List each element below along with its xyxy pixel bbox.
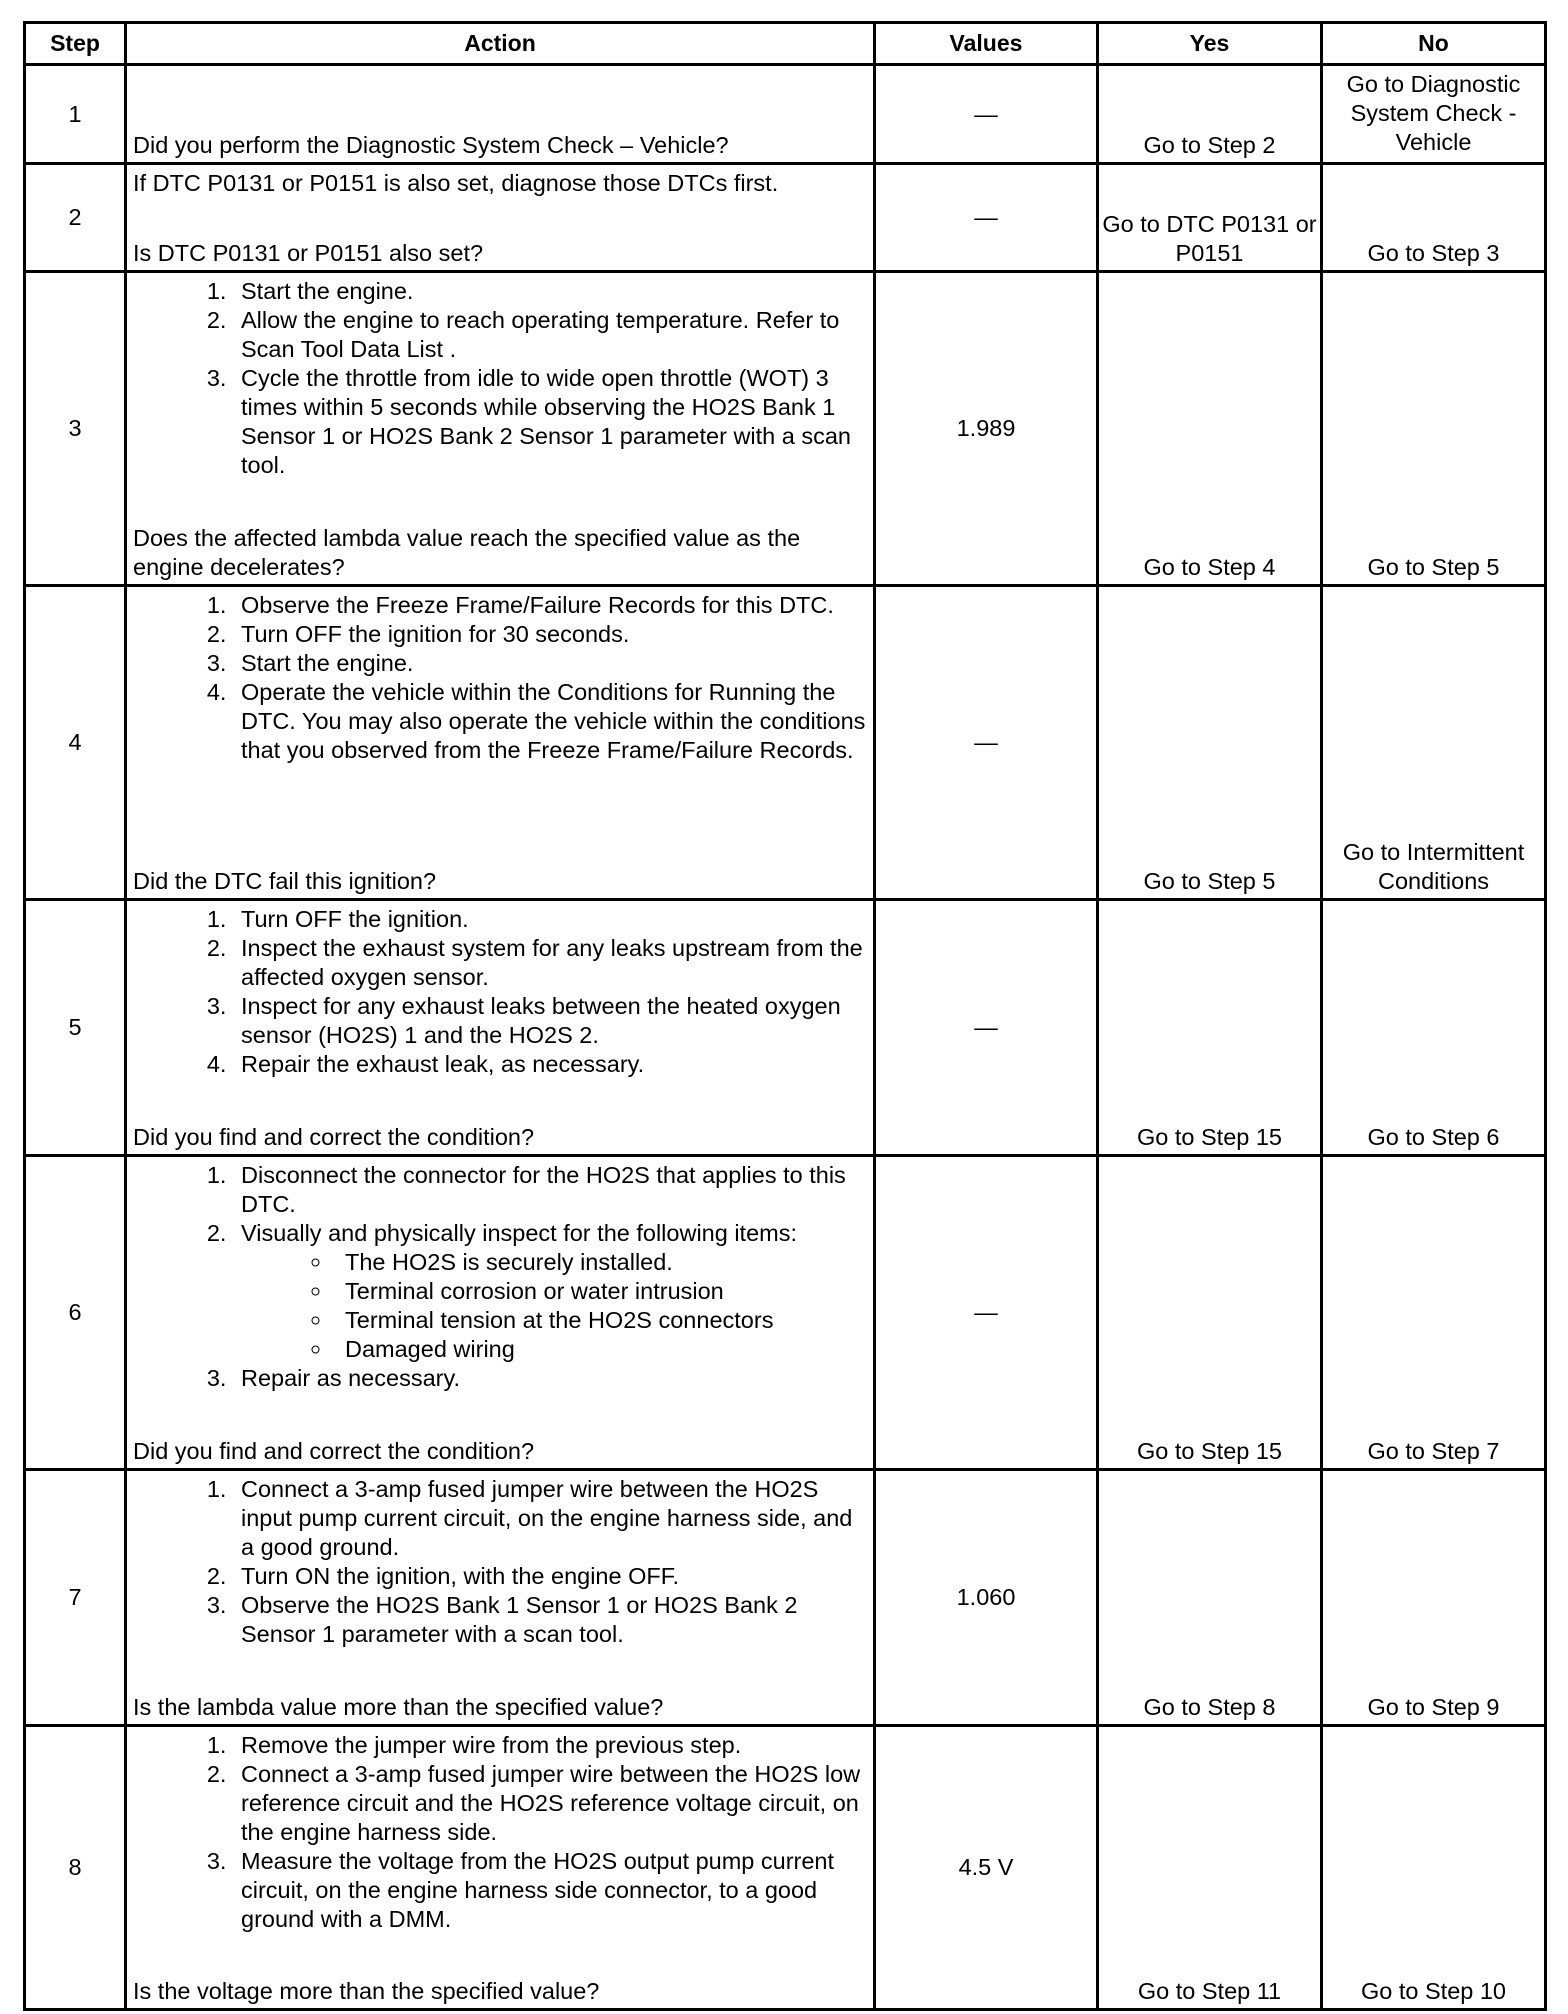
procedure-list	[133, 1475, 867, 1649]
procedure-item-text: Operate the vehicle within the Conditions for Running the DTC. You may also operate the vehicle within the conditions that you observed from the Freeze Frame/Failure Records.	[241, 679, 866, 763]
step-number: 6	[25, 1156, 126, 1470]
procedure-item-text: Turn OFF the ignition.	[241, 906, 469, 932]
step-number: 3	[25, 272, 126, 586]
action-content	[133, 1161, 867, 1466]
action-question: Did you perform the Diagnostic System Check – Vehicle?	[133, 132, 729, 158]
specified-value: —	[875, 164, 1098, 272]
table-row	[25, 164, 1546, 272]
action-instructions	[133, 1161, 867, 1393]
procedure-item	[233, 1731, 867, 1760]
procedure-item	[233, 1760, 867, 1847]
table-row	[25, 272, 1546, 586]
procedure-item	[233, 905, 867, 934]
procedure-list	[133, 1161, 867, 1393]
action-cell	[126, 272, 875, 586]
table-row	[25, 1156, 1546, 1470]
action-instructions	[133, 591, 867, 765]
procedure-item	[233, 1364, 867, 1393]
yes-result: Go to Step 11	[1098, 1726, 1322, 2010]
action-content	[133, 591, 867, 896]
yes-result: Go to Step 4	[1098, 272, 1322, 586]
procedure-item	[233, 364, 867, 480]
procedure-item	[233, 1161, 867, 1219]
action-instructions	[133, 905, 867, 1079]
yes-result: Go to Step 2	[1098, 65, 1322, 164]
procedure-item-text: Repair as necessary.	[241, 1365, 460, 1391]
action-cell	[126, 65, 875, 164]
procedure-item-text: Connect a 3-amp fused jumper wire between the HO2S low reference circuit and the HO2S reference voltage circuit, on the engine harness side.	[241, 1761, 861, 1845]
yes-result: Go to Step 15	[1098, 1156, 1322, 1470]
procedure-item	[233, 620, 867, 649]
specified-value: —	[875, 1156, 1098, 1470]
procedure-item-text: Visually and physically inspect for the following items:	[241, 1220, 798, 1246]
procedure-item	[233, 934, 867, 992]
action-cell	[126, 900, 875, 1156]
procedure-item-text: Measure the voltage from the HO2S output pump current circuit, on the engine harness side connector, to a good ground with a DMM.	[241, 1848, 835, 1932]
procedure-item-text: Remove the jumper wire from the previous step.	[241, 1732, 742, 1758]
no-result: Go to Step 9	[1322, 1470, 1546, 1726]
yes-result: Go to Step 5	[1098, 586, 1322, 900]
procedure-list	[133, 591, 867, 765]
action-content	[133, 277, 867, 582]
action-content	[133, 1731, 867, 2006]
inspection-list	[241, 1248, 867, 1364]
table-row	[25, 900, 1546, 1156]
procedure-list	[133, 905, 867, 1079]
procedure-item-text: Inspect the exhaust system for any leaks upstream from the affected oxygen sensor.	[241, 935, 863, 990]
step-number: 8	[25, 1726, 126, 2010]
action-cell	[126, 164, 875, 272]
inspection-item: ◦ Damaged wiring	[333, 1335, 867, 1364]
procedure-item	[233, 1219, 867, 1364]
procedure-item-text: Inspect for any exhaust leaks between the heated oxygen sensor (HO2S) 1 and the HO2S 2.	[241, 993, 841, 1048]
inspection-item: ◦ Terminal tension at the HO2S connectors	[333, 1306, 867, 1335]
action-content	[133, 169, 867, 268]
action-question: Is DTC P0131 or P0151 also set?	[133, 240, 484, 266]
procedure-item	[233, 1050, 867, 1079]
table-row	[25, 1726, 1546, 2010]
action-content	[133, 70, 867, 160]
action-instructions	[133, 277, 867, 480]
action-question: Did you find and correct the condition?	[133, 1124, 535, 1150]
action-question: Did you find and correct the condition?	[133, 1438, 535, 1464]
procedure-item-text: Observe the Freeze Frame/Failure Records for this DTC.	[241, 592, 834, 618]
action-intro: If DTC P0131 or P0151 is also set, diagnose those DTCs first.	[133, 170, 779, 196]
action-instructions	[133, 169, 867, 198]
procedure-item-text: Disconnect the connector for the HO2S that applies to this DTC.	[241, 1162, 846, 1217]
procedure-item-text: Turn OFF the ignition for 30 seconds.	[241, 621, 630, 647]
action-question: Is the voltage more than the specified value?	[133, 1978, 600, 2004]
step-number: 4	[25, 586, 126, 900]
no-result: Go to Step 7	[1322, 1156, 1546, 1470]
no-result: Go to Step 5	[1322, 272, 1546, 586]
procedure-item	[233, 591, 867, 620]
procedure-item	[233, 1562, 867, 1591]
diagnostic-table	[23, 21, 1547, 2011]
procedure-item-text: Repair the exhaust leak, as necessary.	[241, 1051, 645, 1077]
procedure-item	[233, 649, 867, 678]
header-no: No	[1322, 23, 1546, 65]
specified-value: —	[875, 65, 1098, 164]
action-question: Is the lambda value more than the specified value?	[133, 1694, 664, 1720]
step-number: 2	[25, 164, 126, 272]
action-cell	[126, 1156, 875, 1470]
action-content	[133, 905, 867, 1152]
procedure-item	[233, 306, 867, 364]
specified-value: 4.5 V	[875, 1726, 1098, 2010]
procedure-item	[233, 1475, 867, 1562]
no-result: Go to Intermittent Conditions	[1322, 586, 1546, 900]
procedure-item	[233, 277, 867, 306]
procedure-list	[133, 1731, 867, 1934]
step-number: 7	[25, 1470, 126, 1726]
no-result: Go to Diagnostic System Check - Vehicle	[1322, 65, 1546, 164]
header-action: Action	[126, 23, 875, 65]
procedure-item-text: Start the engine.	[241, 278, 414, 304]
yes-result: Go to DTC P0131 or P0151	[1098, 164, 1322, 272]
action-instructions	[133, 1731, 867, 1934]
procedure-item-text: Connect a 3-amp fused jumper wire between the HO2S input pump current circuit, on the engine harness side, and a good ground.	[241, 1476, 853, 1560]
action-cell	[126, 1726, 875, 2010]
specified-value: 1.060	[875, 1470, 1098, 1726]
procedure-item-text: Start the engine.	[241, 650, 414, 676]
procedure-item-text: Cycle the throttle from idle to wide open throttle (WOT) 3 times within 5 seconds while observing the HO2S Bank 1 Sensor 1 or HO2S Bank 2 Sensor 1 parameter with a scan tool.	[241, 365, 852, 478]
action-cell	[126, 1470, 875, 1726]
yes-result: Go to Step 15	[1098, 900, 1322, 1156]
action-cell	[126, 586, 875, 900]
procedure-item-text: Allow the engine to reach operating temperature. Refer to Scan Tool Data List .	[241, 307, 840, 362]
inspection-item: ◦ Terminal corrosion or water intrusion	[333, 1277, 867, 1306]
action-question: Did the DTC fail this ignition?	[133, 868, 437, 894]
step-number: 5	[25, 900, 126, 1156]
procedure-item-text: Turn ON the ignition, with the engine OFF.	[241, 1563, 680, 1589]
procedure-item	[233, 1847, 867, 1934]
procedure-item	[233, 678, 867, 765]
specified-value: —	[875, 900, 1098, 1156]
header-values: Values	[875, 23, 1098, 65]
procedure-item	[233, 1591, 867, 1649]
table-row	[25, 586, 1546, 900]
step-number: 1	[25, 65, 126, 164]
no-result: Go to Step 6	[1322, 900, 1546, 1156]
procedure-item-text: Observe the HO2S Bank 1 Sensor 1 or HO2S Bank 2 Sensor 1 parameter with a scan tool.	[241, 1592, 798, 1647]
no-result: Go to Step 10	[1322, 1726, 1546, 2010]
specified-value: —	[875, 586, 1098, 900]
action-content	[133, 1475, 867, 1722]
procedure-item	[233, 992, 867, 1050]
procedure-list	[133, 277, 867, 480]
table-row	[25, 1470, 1546, 1726]
header-row	[25, 23, 1546, 65]
yes-result: Go to Step 8	[1098, 1470, 1322, 1726]
header-yes: Yes	[1098, 23, 1322, 65]
action-question: Does the affected lambda value reach the specified value as the engine decelerates?	[133, 525, 801, 580]
no-result: Go to Step 3	[1322, 164, 1546, 272]
specified-value: 1.989	[875, 272, 1098, 586]
inspection-item: ◦ The HO2S is securely installed.	[333, 1248, 867, 1277]
header-step: Step	[25, 23, 126, 65]
table-row	[25, 65, 1546, 164]
action-instructions	[133, 1475, 867, 1649]
